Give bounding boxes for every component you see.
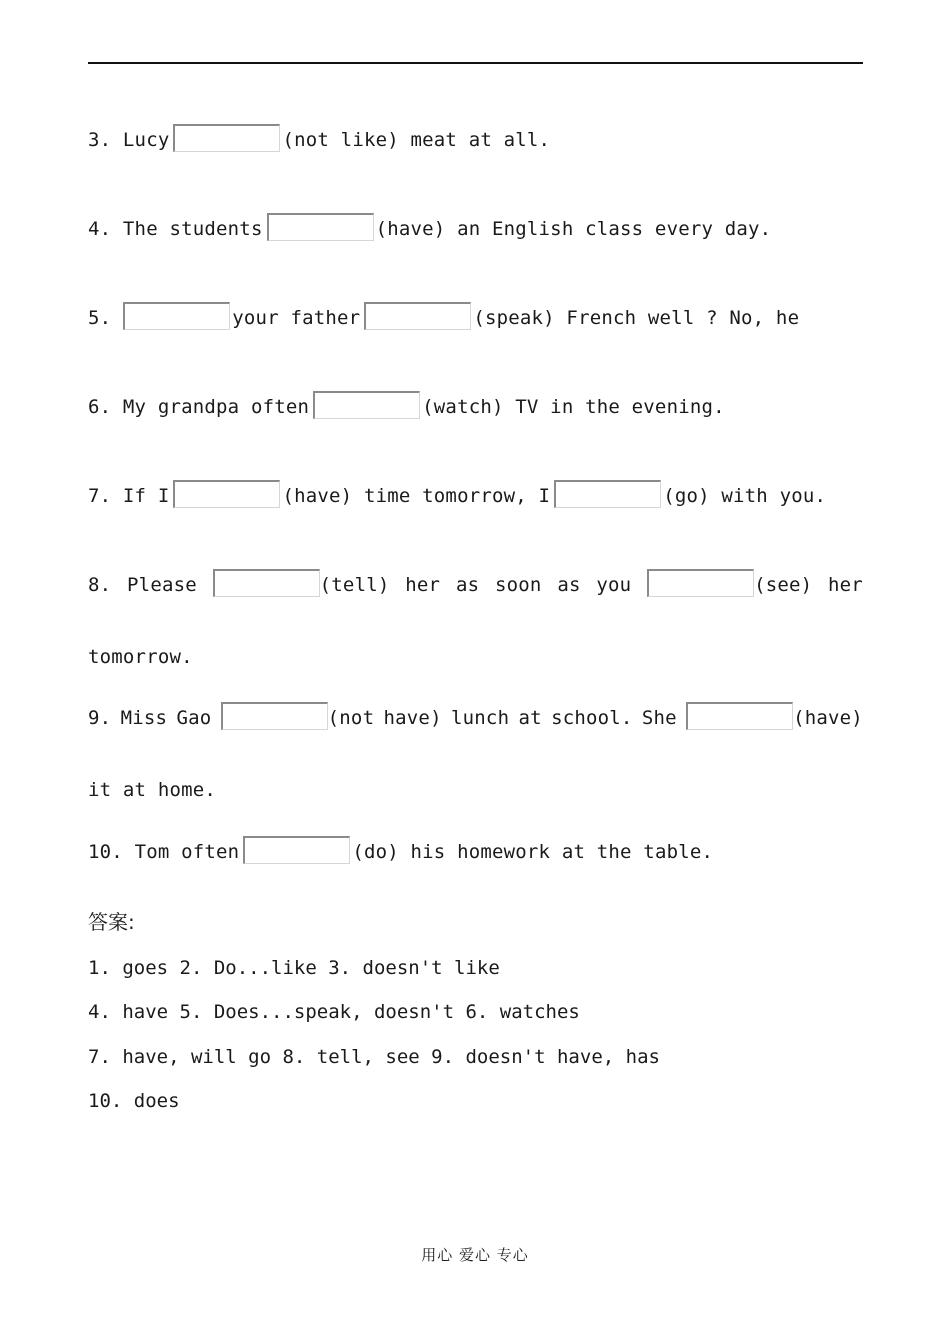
question-text: My grandpa often xyxy=(122,396,310,418)
answer-blank-10[interactable] xyxy=(243,836,350,864)
answer-line-1: 1. goes 2. Do...like 3. doesn't like xyxy=(88,957,500,979)
answer-blank-9b[interactable] xyxy=(686,702,793,730)
question-text: (have) an English class every day. xyxy=(375,218,772,240)
question-number: 10. xyxy=(88,841,123,863)
answer-line-2: 4. have 5. Does...speak, doesn't 6. watches xyxy=(88,1001,580,1023)
answer-blank-3[interactable] xyxy=(173,124,280,152)
question-word: Please xyxy=(127,574,197,596)
question-word: Miss xyxy=(120,707,168,729)
question-8-continued: tomorrow. xyxy=(88,646,193,668)
answer-blank-6[interactable] xyxy=(313,391,420,419)
question-word: her xyxy=(405,574,441,596)
page-footer: 用心 爱心 专心 xyxy=(421,1246,529,1264)
question-5 xyxy=(88,302,799,334)
answer-blank-7a[interactable] xyxy=(173,480,280,508)
answers-title: 答案: xyxy=(88,910,135,934)
question-number: 8. xyxy=(88,574,112,596)
question-word: you xyxy=(596,574,632,596)
question-text: (watch) TV in the evening. xyxy=(422,396,725,418)
question-text: (have) time tomorrow, I xyxy=(282,485,551,507)
question-7 xyxy=(88,480,826,512)
question-word: her xyxy=(828,574,863,596)
question-number: 3. xyxy=(88,129,112,151)
question-number: 4. xyxy=(88,218,112,240)
question-4 xyxy=(88,213,771,245)
question-text: Lucy xyxy=(122,129,170,151)
question-text: (go) with you. xyxy=(663,485,827,507)
header-rule xyxy=(88,62,863,64)
answer-blank-9a[interactable] xyxy=(221,702,328,730)
answer-blank-8a[interactable] xyxy=(213,569,320,597)
question-number: 9. xyxy=(88,707,112,729)
question-text: (not like) meat at all. xyxy=(282,129,551,151)
answer-blank-5a[interactable] xyxy=(123,302,230,330)
question-number: 5. xyxy=(88,307,112,329)
question-word: lunch xyxy=(451,707,510,729)
answer-blank-7b[interactable] xyxy=(554,480,661,508)
question-word: She xyxy=(641,707,677,729)
answer-line-3: 7. have, will go 8. tell, see 9. doesn't have, has xyxy=(88,1046,660,1068)
question-number: 7. xyxy=(88,485,112,507)
question-word: (see) xyxy=(754,574,813,596)
question-text: (speak) French well ? No, he xyxy=(473,307,800,329)
question-text: Tom often xyxy=(134,841,240,863)
question-6 xyxy=(88,391,725,423)
question-number: 6. xyxy=(88,396,112,418)
question-word: (not xyxy=(327,707,375,729)
question-10 xyxy=(88,836,713,868)
answer-blank-4[interactable] xyxy=(267,213,374,241)
question-text: your father xyxy=(232,307,361,329)
question-word: as xyxy=(455,574,480,596)
question-word: (have) xyxy=(793,707,863,729)
question-8 xyxy=(88,569,863,601)
question-9-continued: it at home. xyxy=(88,779,217,801)
question-word: Gao xyxy=(176,707,212,729)
question-word: at xyxy=(518,707,542,729)
question-word: have) xyxy=(383,707,442,729)
question-word: (tell) xyxy=(319,574,390,596)
answer-line-4: 10. does xyxy=(88,1090,180,1112)
question-text: (do) his homework at the table. xyxy=(352,841,714,863)
question-text: The students xyxy=(122,218,263,240)
question-3 xyxy=(88,124,550,156)
answer-blank-8b[interactable] xyxy=(647,569,754,597)
question-word: school. xyxy=(551,707,633,729)
question-word: as xyxy=(557,574,581,596)
question-text: If I xyxy=(122,485,170,507)
answer-blank-5b[interactable] xyxy=(364,302,471,330)
question-9 xyxy=(88,702,863,734)
question-word: soon xyxy=(495,574,542,596)
